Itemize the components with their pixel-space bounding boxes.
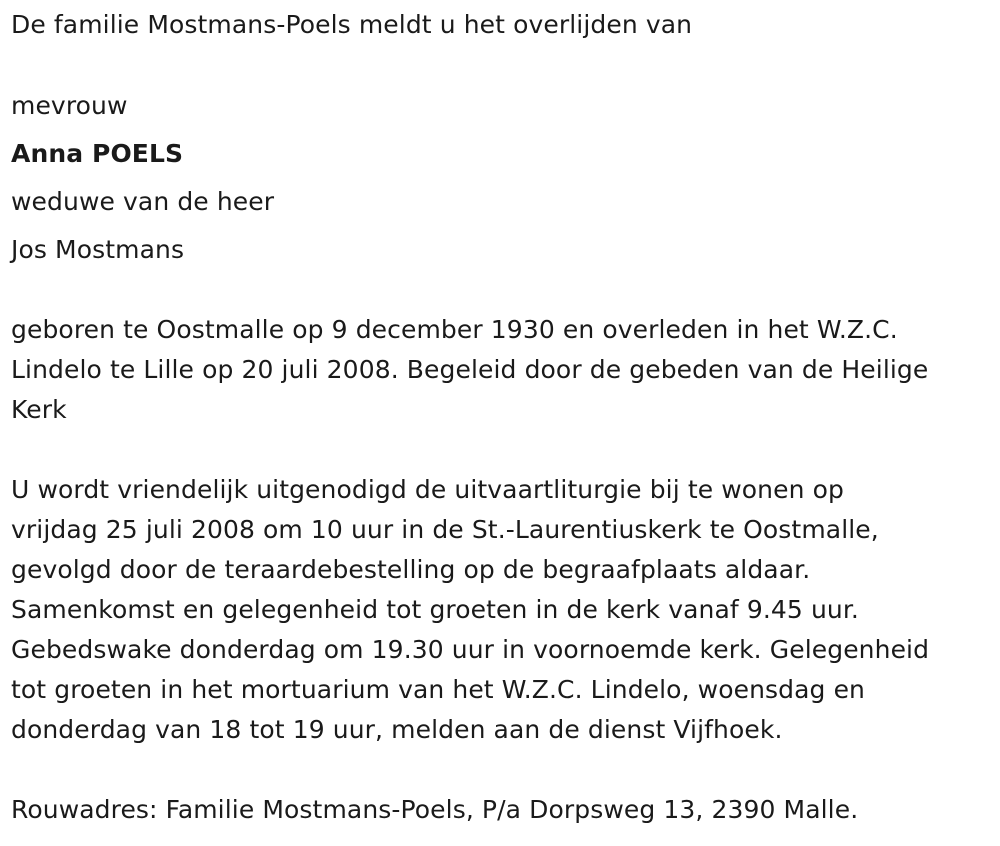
relation-text: weduwe van de heer [11, 187, 275, 216]
birth-death-line: geboren te Oostmalle op 9 december 1930 en overleden in het W.Z.C. [11, 315, 898, 344]
funeral-info-line: U wordt vriendelijk uitgenodigd de uitvaartliturgie bij te wonen op [11, 475, 844, 504]
salutation: mevrouw [11, 91, 128, 120]
funeral-info-line: gevolgd door de teraardebestelling op de begraafplaats aldaar. [11, 555, 811, 584]
funeral-info-line: donderdag van 18 tot 19 uur, melden aan de dienst Vijfhoek. [11, 715, 783, 744]
funeral-info-line: vrijdag 25 juli 2008 om 10 uur in de St.-Laurentiuskerk te Oostmalle, [11, 515, 879, 544]
funeral-info-line: tot groeten in het mortuarium van het W.Z.C. Lindelo, woensdag en [11, 675, 865, 704]
deceased-name: Anna POELS [11, 139, 184, 168]
birth-death-line: Kerk [11, 395, 67, 424]
spouse-name: Jos Mostmans [11, 235, 185, 264]
birth-death-line: Lindelo te Lille op 20 juli 2008. Begeleid door de gebeden van de Heilige [11, 355, 929, 384]
mourning-address: Rouwadres: Familie Mostmans-Poels, P/a Dorpsweg 13, 2390 Malle. [11, 795, 859, 824]
funeral-info-line: Samenkomst en gelegenheid tot groeten in de kerk vanaf 9.45 uur. [11, 595, 859, 624]
intro-text: De familie Mostmans-Poels meldt u het overlijden van [11, 10, 693, 39]
funeral-info-line: Gebedswake donderdag om 19.30 uur in voornoemde kerk. Gelegenheid [11, 635, 930, 664]
